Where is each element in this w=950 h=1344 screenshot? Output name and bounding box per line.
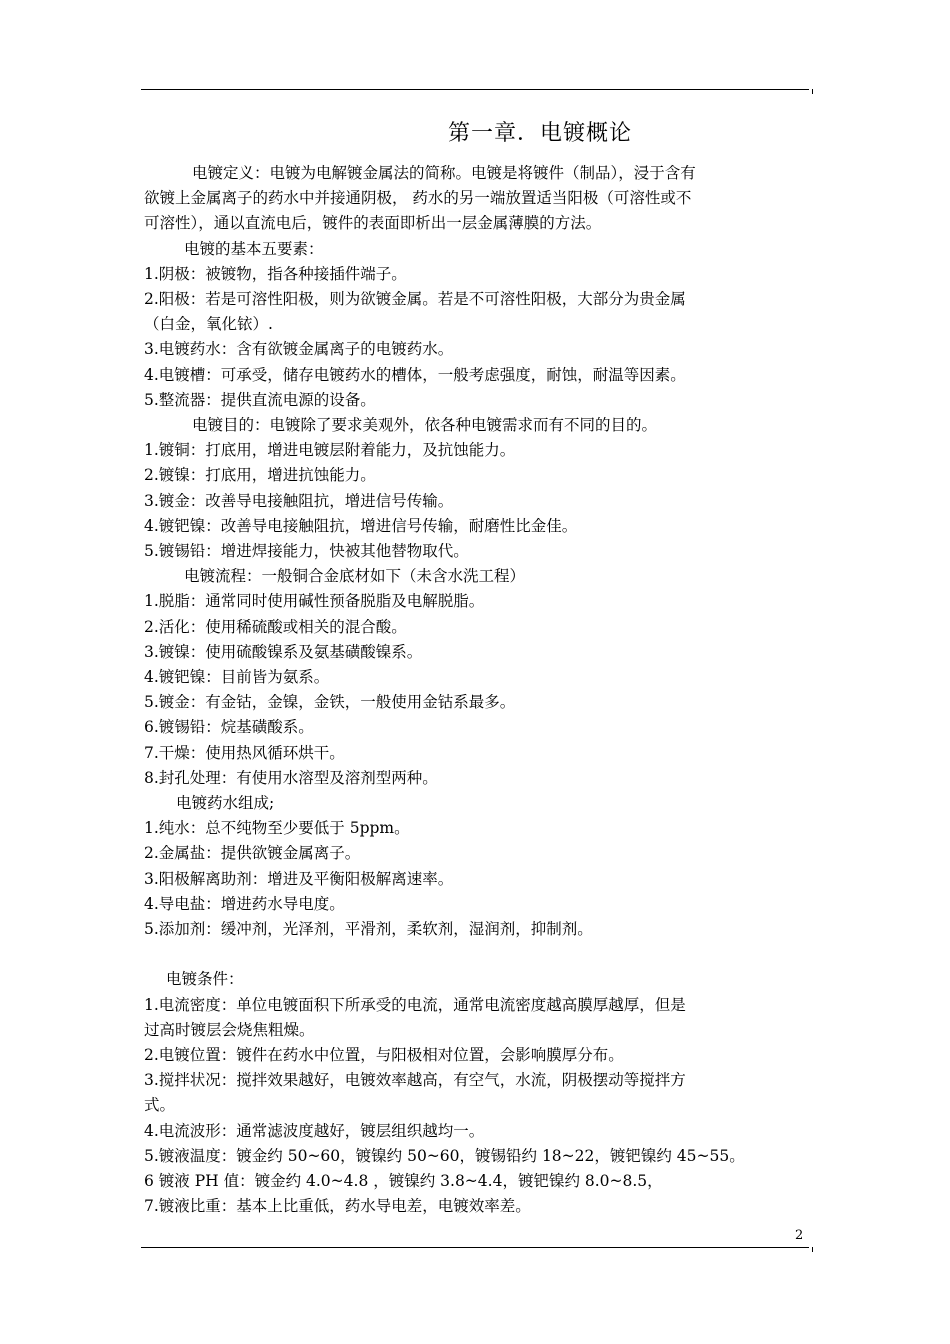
list-item: 3.镀金：改善导电接触阻抗，增进信号传输。 bbox=[144, 491, 454, 510]
section-heading: 电镀条件： bbox=[166, 970, 244, 989]
list-item: 7.干燥：使用热风循环烘干。 bbox=[144, 743, 345, 762]
list-item: 6.镀锡铅：烷基磺酸系。 bbox=[144, 718, 314, 737]
header-rule-tick bbox=[812, 89, 813, 94]
list-item: 5.镀液温度：镀金约 50~60，镀镍约 50~60，镀锡铅约 18~22，镀钯镍约 45~55。 bbox=[144, 1146, 745, 1165]
paragraph: 可溶性），通以直流电后，镀件的表面即析出一层金属薄膜的方法。 bbox=[144, 214, 602, 233]
list-item: 4.镀钯镍：目前皆为氨系。 bbox=[144, 668, 330, 687]
blank-line bbox=[144, 942, 814, 967]
footer-rule-tick bbox=[812, 1247, 813, 1252]
paragraph: 电镀定义：电镀为电解镀金属法的简称。电镀是将镀件（制品），浸于含有 bbox=[192, 164, 696, 182]
list-item: （白金，氧化铱）. bbox=[144, 315, 273, 334]
section-heading: 电镀流程：一般铜合金底材如下（未含水洗工程） bbox=[184, 567, 526, 586]
list-item: 2.阳极：若是可溶性阳极，则为欲镀金属。若是不可溶性阳极，大部分为贵金属 bbox=[144, 290, 686, 309]
page-number: 2 bbox=[795, 1228, 804, 1243]
footer-rule bbox=[141, 1247, 809, 1248]
list-item: 4.镀钯镍：改善导电接触阻抗，增进信号传输，耐磨性比金佳。 bbox=[144, 516, 578, 535]
list-item: 3.搅拌状况：搅拌效果越好，电镀效率越高，有空气，水流，阴极摆动等搅拌方 bbox=[144, 1071, 686, 1090]
section-heading: 电镀目的：电镀除了要求美观外，依各种电镀需求而有不同的目的。 bbox=[192, 416, 658, 435]
list-item: 2.金属盐：提供欲镀金属离子。 bbox=[144, 844, 361, 863]
list-item: 2.活化：使用稀硫酸或相关的混合酸。 bbox=[144, 617, 407, 636]
list-item: 1.电流密度：单位电镀面积下所承受的电流，通常电流密度越高膜厚越厚，但是 bbox=[144, 995, 686, 1014]
list-item: 8.封孔处理：有使用水溶型及溶剂型两种。 bbox=[144, 768, 438, 787]
list-item: 5.整流器：提供直流电源的设备。 bbox=[144, 390, 376, 409]
list-item: 2.镀镍：打底用，增进抗蚀能力。 bbox=[144, 466, 376, 485]
header-rule bbox=[141, 89, 809, 90]
section-heading: 电镀的基本五要素： bbox=[184, 239, 324, 258]
list-item: 过高时镀层会烧焦粗燥。 bbox=[144, 1020, 315, 1039]
list-item: 4.电镀槽：可承受，储存电镀药水的槽体，一般考虑强度，耐蚀，耐温等因素。 bbox=[144, 365, 686, 384]
list-item: 5.镀金：有金钴，金镍，金铁，一般使用金钴系最多。 bbox=[144, 693, 516, 712]
document-body bbox=[144, 161, 814, 1219]
list-item: 1.纯水：总不纯物至少要低于 5ppm。 bbox=[144, 819, 410, 838]
list-item: 4.电流波形：通常滤波度越好，镀层组织越均一。 bbox=[144, 1121, 485, 1140]
list-item: 7.镀液比重：基本上比重低，药水导电差，电镀效率差。 bbox=[144, 1197, 531, 1216]
list-item: 5.镀锡铅：增进焊接能力，快被其他替物取代。 bbox=[144, 542, 469, 561]
list-item: 1.脱脂：通常同时使用碱性预备脱脂及电解脱脂。 bbox=[144, 592, 485, 611]
list-item: 2.电镀位置：镀件在药水中位置，与阳极相对位置，会影响膜厚分布。 bbox=[144, 1045, 624, 1064]
section-heading: 电镀药水组成; bbox=[176, 794, 275, 813]
list-item: 1.阴极：被镀物，指各种接插件端子。 bbox=[144, 264, 407, 283]
list-item: 6 镀液 PH 值：镀金约 4.0~4.8 ，镀镍约 3.8~4.4，镀钯镍约 8.0~8.5， bbox=[144, 1171, 663, 1190]
list-item: 3.镀镍：使用硫酸镍系及氨基磺酸镍系。 bbox=[144, 642, 423, 661]
list-item: 3.阳极解离助剂：增进及平衡阳极解离速率。 bbox=[144, 869, 454, 888]
list-item: 式。 bbox=[144, 1096, 176, 1115]
list-item: 5.添加剂：缓冲剂，光泽剂，平滑剂，柔软剂，湿润剂，抑制剂。 bbox=[144, 920, 593, 939]
paragraph: 欲镀上金属离子的药水中并接通阴极， 药水的另一端放置适当阳极（可溶性或不 bbox=[144, 189, 692, 208]
page-title: 第一章．电镀概论 bbox=[447, 121, 632, 146]
list-item: 3.电镀药水：含有欲镀金属离子的电镀药水。 bbox=[144, 340, 454, 359]
list-item: 1.镀铜：打底用，增进电镀层附着能力，及抗蚀能力。 bbox=[144, 441, 516, 460]
list-item: 4.导电盐：增进药水导电度。 bbox=[144, 894, 345, 913]
